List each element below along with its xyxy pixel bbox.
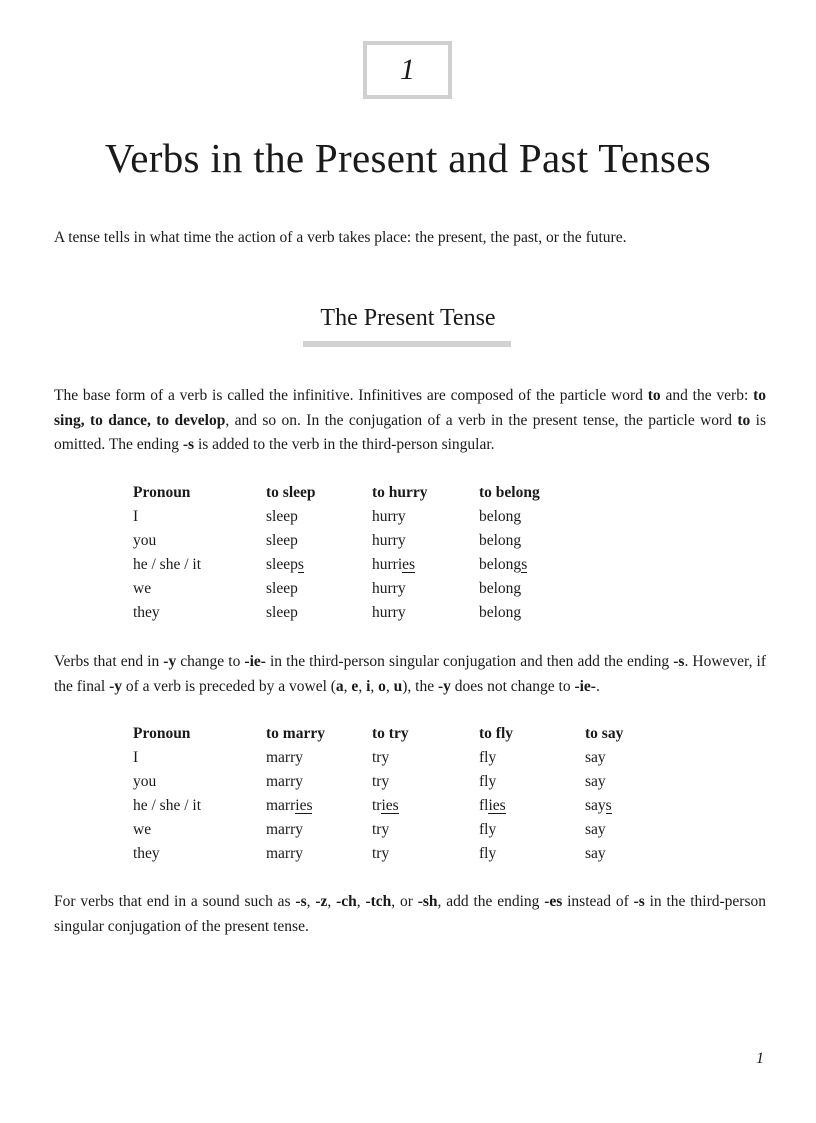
- bold-term: e: [351, 677, 359, 695]
- table-row: [133, 842, 645, 866]
- table-cell: try: [372, 845, 390, 862]
- table-cell: fly: [479, 773, 497, 790]
- table-cell: marries: [266, 797, 313, 814]
- table-cell: sleep: [266, 508, 298, 525]
- table-header-row: [133, 481, 589, 505]
- table-cell: I: [133, 749, 139, 766]
- table-row: [133, 746, 645, 770]
- chapter-title: Verbs in the Present and Past Tenses: [104, 135, 712, 181]
- table-row: [133, 505, 589, 529]
- underlined-ending: s: [297, 556, 304, 573]
- text-run: of a verb is preceded by a vowel (: [122, 677, 336, 695]
- bold-term: -ch: [336, 893, 357, 910]
- table-cell: belongs: [479, 556, 528, 573]
- table-cell: fly: [479, 749, 497, 766]
- table-row: [133, 553, 589, 577]
- table-cell: say: [585, 749, 606, 766]
- table-cell: try: [372, 773, 390, 790]
- table-cell: you: [133, 773, 157, 790]
- text-run: , and so on. In the conjugation of a verb in the present tense, the particle word: [225, 411, 738, 429]
- table-cell: they: [133, 845, 160, 862]
- table-cell: try: [372, 749, 390, 766]
- table-cell: flies: [479, 797, 506, 814]
- table-row: [133, 818, 645, 842]
- chapter-number: 1: [400, 53, 415, 86]
- text-run: does not change to: [450, 677, 575, 695]
- table-cell: hurry: [372, 604, 406, 621]
- table-cell: say: [585, 773, 606, 790]
- table-cell: belong: [479, 604, 522, 621]
- bold-term: -y: [163, 653, 177, 670]
- intro-paragraph: A tense tells in what time the action of a verb takes place: the present, the past, or the future.: [54, 229, 627, 246]
- table-cell: fly: [479, 821, 497, 838]
- table-row: [133, 601, 589, 625]
- table-cell: belong: [479, 580, 522, 597]
- table-cell: sleep: [266, 604, 298, 621]
- chapter-number-box: [363, 41, 452, 99]
- text-run: ,: [385, 677, 394, 695]
- text-run: .: [595, 677, 600, 695]
- text-run: ,: [343, 677, 352, 695]
- column-header: Pronoun: [133, 484, 191, 501]
- bold-term: o: [378, 677, 386, 695]
- column-header: to try: [372, 725, 409, 742]
- text-run: . However, if the final: [54, 653, 767, 695]
- column-header: to sleep: [266, 484, 316, 501]
- text-run: ,: [356, 893, 366, 910]
- section-title-underline: [303, 341, 511, 347]
- underlined-ending: ies: [295, 797, 313, 814]
- table-cell: marry: [266, 749, 304, 766]
- table-cell: say: [585, 845, 606, 862]
- column-header: to say: [585, 725, 624, 742]
- table-cell: marry: [266, 773, 304, 790]
- table-cell: says: [585, 797, 612, 814]
- table-cell: marry: [266, 845, 304, 862]
- text-run: ,: [370, 677, 379, 695]
- bold-term: to: [737, 411, 751, 429]
- bold-term: a: [335, 677, 344, 695]
- underlined-ending: ies: [488, 797, 506, 814]
- table-cell: belong: [479, 508, 522, 525]
- table-row: [133, 529, 589, 553]
- column-header: to hurry: [372, 484, 428, 501]
- table-cell: hurry: [372, 580, 406, 597]
- table-cell: I: [133, 508, 139, 525]
- text-run: instead of: [562, 893, 634, 910]
- table-cell: sleep: [266, 532, 298, 549]
- conjugation-table-y-verbs: [133, 722, 645, 866]
- bold-term: -z: [315, 893, 328, 910]
- column-header: to belong: [479, 484, 540, 501]
- conjugation-table-regular: [133, 481, 589, 625]
- text-run: ), the: [402, 677, 438, 695]
- table-cell: we: [133, 580, 152, 597]
- text-run: Verbs that end in: [54, 653, 164, 670]
- table-cell: he / she / it: [133, 797, 202, 814]
- table-cell: marry: [266, 821, 304, 838]
- table-cell: say: [585, 821, 606, 838]
- bold-term: -y: [437, 677, 451, 695]
- table-cell: hurry: [372, 508, 406, 525]
- bold-term: -sh: [417, 893, 438, 910]
- table-cell: hurries: [372, 556, 416, 573]
- text-run: change to: [176, 653, 245, 670]
- table-row: [133, 577, 589, 601]
- table-row: [133, 794, 645, 818]
- bold-term: u: [393, 677, 403, 695]
- underlined-ending: s: [521, 556, 528, 573]
- table-cell: belong: [479, 532, 522, 549]
- table-cell: fly: [479, 845, 497, 862]
- text-run: in the third-person singular conjugation of the present tense.: [54, 893, 766, 935]
- infinitive-paragraph: [54, 384, 766, 458]
- table-cell: we: [133, 821, 152, 838]
- table-cell: sleeps: [266, 556, 304, 573]
- y-ending-paragraph: [54, 650, 766, 699]
- text-run: in the third-person singular conjugation and then add the ending: [265, 653, 674, 670]
- underlined-ending: es: [402, 556, 416, 573]
- table-cell: try: [372, 821, 390, 838]
- table-cell: they: [133, 604, 160, 621]
- text-run: and the verb:: [660, 387, 754, 404]
- table-cell: you: [133, 532, 157, 549]
- text-run: ,: [358, 677, 367, 695]
- table-header-row: [133, 722, 645, 746]
- underlined-ending: s: [605, 797, 612, 814]
- column-header: to fly: [479, 725, 514, 742]
- text-run: ,: [327, 893, 337, 910]
- es-ending-paragraph: [54, 890, 766, 939]
- bold-term: -y: [109, 677, 123, 695]
- page-number: 1: [756, 1050, 764, 1067]
- table-cell: he / she / it: [133, 556, 202, 573]
- bold-term: -es: [544, 893, 563, 910]
- text-run: ,: [306, 893, 316, 910]
- table-cell: tries: [372, 797, 399, 814]
- text-run: is omitted. The ending: [54, 411, 767, 453]
- column-header: Pronoun: [133, 725, 191, 742]
- bold-term: to sing, to dance, to develop: [54, 387, 766, 429]
- bold-term: -ie-: [244, 653, 266, 670]
- bold-term: -s: [295, 893, 307, 910]
- text-run: is added to the verb in the third-person singular.: [194, 436, 495, 453]
- column-header: to marry: [266, 725, 325, 742]
- underlined-ending: ies: [381, 797, 399, 814]
- text-run: The base form of a verb is called the infinitive. Infinitives are composed of the particle word: [54, 387, 648, 404]
- bold-term: i: [366, 677, 371, 695]
- text-run: For verbs that end in a sound such as: [54, 893, 296, 910]
- text-run: , or: [391, 893, 418, 910]
- text-run: , add the ending: [437, 893, 545, 910]
- bold-term: -s: [673, 653, 685, 670]
- bold-term: -s: [182, 436, 195, 453]
- table-cell: hurry: [372, 532, 406, 549]
- bold-term: -s: [633, 893, 645, 910]
- section-title: The Present Tense: [320, 305, 496, 331]
- bold-term: -ie-: [574, 677, 596, 695]
- table-cell: sleep: [266, 580, 298, 597]
- bold-term: -tch: [365, 893, 392, 910]
- table-row: [133, 770, 645, 794]
- bold-term: to: [647, 387, 661, 404]
